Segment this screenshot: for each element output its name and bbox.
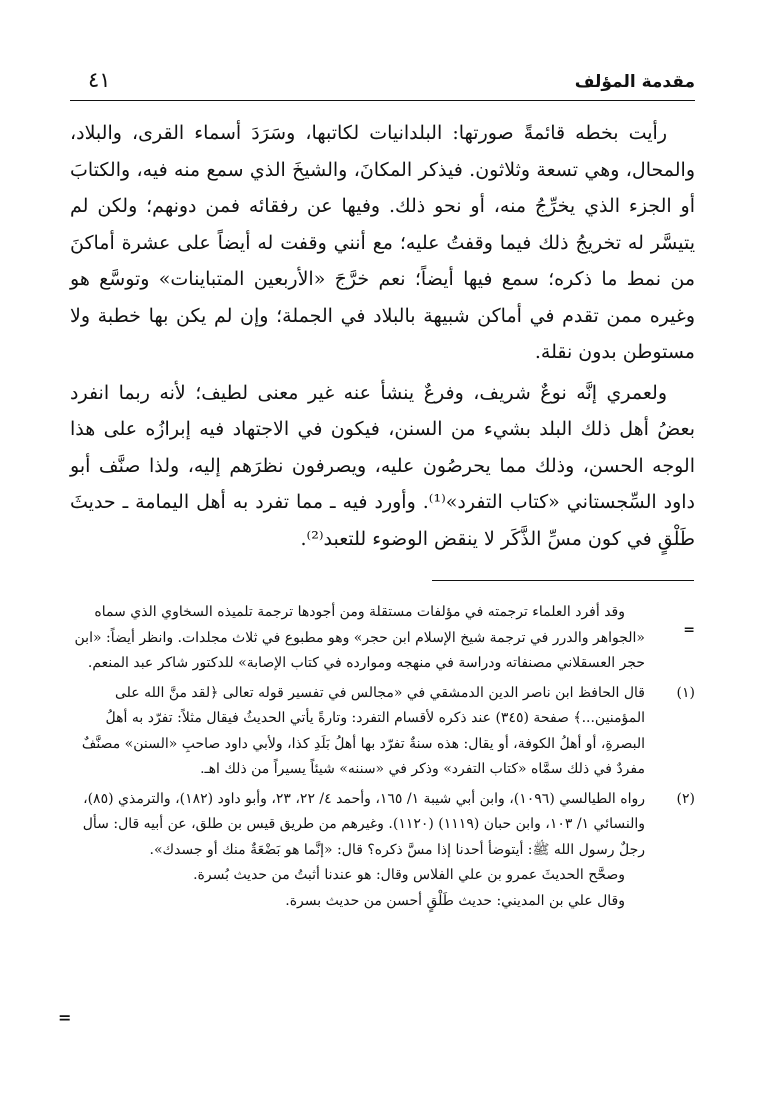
footnote-number: (٢)	[676, 790, 695, 807]
footnote-number: (١)	[676, 684, 695, 701]
footnote-text: قال الحافظ ابن ناصر الدين الدمشقي في «مجالس في تفسير قوله تعالى ﴿لقد منَّ الله على المؤمنين...﴾ صفحة (٣٤٥) عند ذكره لأقسام التفرد: وتارةً يأتي الحديثُ فيقال مثلاً: تفرّد به أهلُ البصرةِ، أو أهلُ الكوفة، أو يقال: هذه سنةٌ تفرّد بها أهلُ بَلَدِ كذا، ولأبي داود صاحبِ «السنن» مصنَّفٌ مفردٌ في ذلك سمَّاه «كتاب التفرد» وذكر في «سننه» شيئاً يسيراً من ذلك اهـ.	[81, 684, 645, 777]
footnotes	[70, 600, 695, 914]
page-number: ٤١	[88, 68, 111, 92]
quran-verse: ﴿لقد منَّ الله على المؤمنين...﴾	[114, 684, 645, 726]
continuation-end-mark: =	[58, 1008, 72, 1027]
footnote-2	[70, 787, 695, 915]
footnote-continuation	[70, 600, 695, 677]
footnote-continuation-text: وقد أفرد العلماء ترجمته في مؤلفات مستقلة ومن أجودها ترجمة تلميذه السخاوي الذي سماه «الجواهر والدرر في ترجمة شيخ الإسلام ابن حجر» وهو مطبوع في ثلاث مجلدات. وانظر أيضاً: «ابن حجر العسقلاني مصنفاته ودراسة في منهجه وموارده في كتاب الإصابة» للدكتور شاكر عبد المنعم.	[74, 604, 645, 671]
footnote-text: رواه الطيالسي (١٠٩٦)، وابن أبي شيبة ١/ ١٦٥، وأحمد ٤/ ٢٢، ٢٣، وأبو داود (١٨٢)، والترمذي (٨٥)، والنسائي ١/ ١٠٣، وابن حبان (١١١٩) (١١٢٠). وغيرهم من طريق قيس بن طلق، عن أبيه قال: سأل رجلٌ رسول الله ﷺ: أيتوضأ أحدنا إذا مسَّ ذكره؟ قال: «إنَّما هو بَضْعَةٌ منك أو جسدك». وصحَّح الحديثَ عمرو بن علي الفلاس وقال: هو عندنا أثبتُ من حديث بُسرة. وقال علي بن المديني: حديث طَلْقٍ أحسن من حديث بسرة.	[82, 790, 645, 909]
footnote-1	[70, 681, 695, 783]
body-paragraph: رأيت بخطه قائمةً صورتها: البلدانيات لكاتبها، وسَرَدَ أسماء القرى، والبلاد، والمحال، وهي تسعة وثلاثون. فيذكر المكانَ، والشيخَ الذي سمع منه فيه، والكتابَ أو الجزء الذي يخرِّجُ منه، أو نحو ذلك. وفيها عن رفقائه فمن دونهم؛ ولكن لم يتيسَّر له تخريجُ ذلك فيما وقفتُ عليه؛ مع أنني وقفت له أيضاً على عشرة أماكنَ من نمط ما ذكره؛ سمع فيها أيضاً؛ نعم خرَّجَ «الأربعين المتباينات» وتوسَّع هو وغيره ممن تقدم في أماكن شبيهة بالبلاد في الجملة؛ وإن لم يكن بها خطبة ولا مستوطن بدون نقلة.	[70, 122, 695, 363]
main-text	[70, 115, 695, 557]
continuation-mark: =	[683, 622, 695, 638]
chapter-title: مقدمة المؤلف	[574, 72, 695, 92]
body-paragraph: ولعمري إنَّه نوعٌ شريف، وفرعٌ ينشأ عنه غير معنى لطيف؛ لأنه ربما انفرد بعضُ أهل ذلك البلد بشيء من السنن، فيكون في الاجتهاد فيه إبرازُه على هذا الوجه الحسن، وذلك مما يحرصُون عليه، ويصرفون نظرَهم إليه، ولذا صنَّف أبو داود السِّجستاني «كتاب التفرد»⁽¹⁾. وأورد فيه ـ مما تفرد به أهل اليمامة ـ حديثَ طَلْقٍ في كون مسِّ الذَّكَر لا ينقض الوضوء للتعبد⁽²⁾.	[70, 381, 695, 550]
footnote-separator	[432, 580, 694, 581]
running-header	[70, 66, 695, 101]
